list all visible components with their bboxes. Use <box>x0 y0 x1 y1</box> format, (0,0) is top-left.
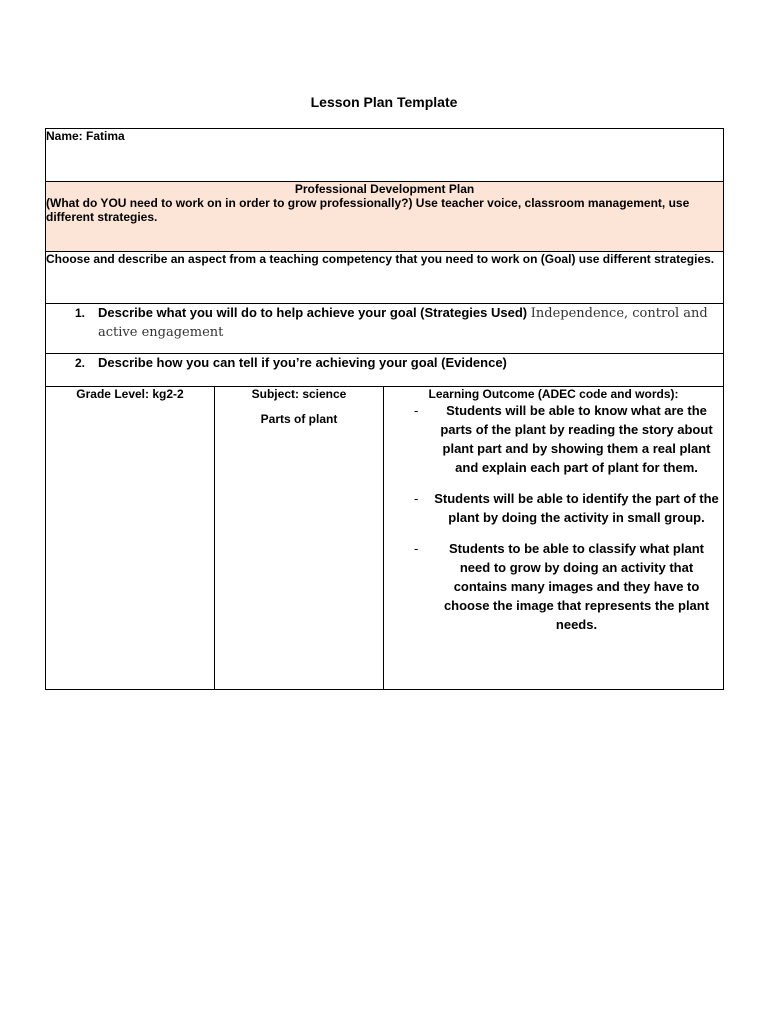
strategies-number: 1. <box>75 306 86 320</box>
goal-row <box>46 252 724 304</box>
subject: Subject: science <box>251 387 347 401</box>
details-row <box>46 387 724 690</box>
goal-text: Choose and describe an aspect from a teaching competency that you need to work on (Goal) use different strategies. <box>46 252 715 266</box>
strategies-item <box>46 304 723 342</box>
grade-level: Grade Level: kg2-2 <box>76 387 184 401</box>
strategies-cell <box>46 304 724 354</box>
lesson-plan-table <box>45 128 724 690</box>
outcome-text: Students to be able to classify what plant need to grow by doing an activity that contains many images and they have to choose the image that represents the plant needs. <box>443 541 710 632</box>
bullet-dash: - <box>414 403 419 418</box>
list-item <box>384 539 723 634</box>
list-item <box>384 401 723 477</box>
strategies-prompt: Describe what you will do to help achieve your goal (Strategies Used) <box>98 305 528 320</box>
strategies-answer: Independence, control and active engagement <box>98 306 708 340</box>
evidence-item <box>46 354 723 372</box>
learning-outcome-list <box>384 401 723 634</box>
page-title: Lesson Plan Template <box>310 94 458 110</box>
pdp-cell <box>46 182 724 252</box>
goal-cell <box>46 252 724 304</box>
evidence-cell <box>46 354 724 387</box>
subject-cell <box>215 387 384 690</box>
pdp-heading: Professional Development Plan <box>294 182 475 196</box>
name-row <box>46 129 724 182</box>
learning-outcome-cell <box>384 387 724 690</box>
strategies-row <box>46 304 724 354</box>
topic: Parts of plant <box>260 412 338 426</box>
grade-level-cell <box>46 387 215 690</box>
bullet-dash: - <box>414 491 419 506</box>
list-item <box>384 489 723 527</box>
learning-outcome-heading: Learning Outcome (ADEC code and words): <box>428 387 679 401</box>
name-cell <box>46 129 724 182</box>
pdp-row <box>46 182 724 252</box>
outcome-text: Students will be able to identify the part of the plant by doing the activity in small group. <box>434 491 719 525</box>
bullet-dash: - <box>414 541 419 556</box>
evidence-prompt: Describe how you can tell if you’re achieving your goal (Evidence) <box>98 355 507 370</box>
pdp-question: (What do YOU need to work on in order to grow professionally?) Use teacher voice, classroom management, use different strategies. <box>46 196 690 224</box>
evidence-number: 2. <box>75 356 86 370</box>
outcome-text: Students will be able to know what are the parts of the plant by reading the story about plant part and by showing them a real plant and explain each part of plant for them. <box>440 403 713 475</box>
evidence-row <box>46 354 724 387</box>
teacher-name: Name: Fatima <box>46 129 125 143</box>
